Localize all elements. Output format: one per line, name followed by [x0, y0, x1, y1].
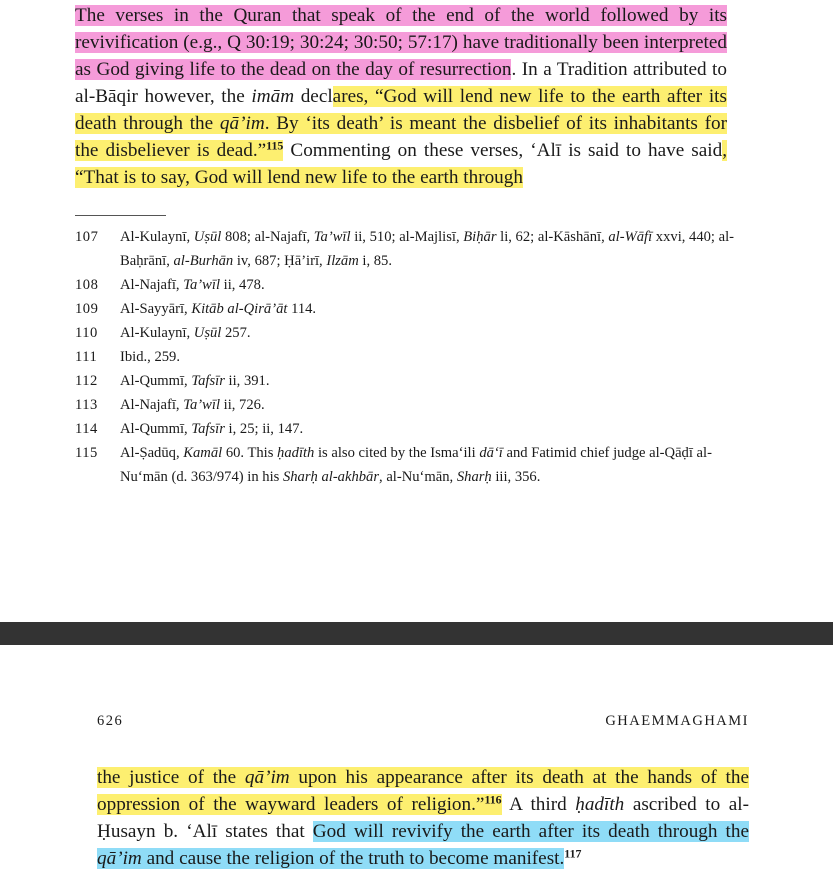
- citation-title: Kamāl: [183, 445, 223, 461]
- footnote-108: [75, 273, 735, 297]
- footnote-text: [120, 393, 735, 417]
- footnote-number: 109: [75, 301, 99, 317]
- citation-title: Uṣūl: [193, 229, 222, 245]
- body-italic: qā’im: [219, 113, 265, 134]
- footnote-text: [120, 297, 735, 321]
- highlight-yellow: , “That is to say, God will lend new life to the earth through: [75, 140, 728, 188]
- citation-title: Ta’wīl: [313, 229, 351, 245]
- footnote-text: [120, 225, 735, 273]
- body-italic: imām: [251, 86, 295, 107]
- body-text: ascribed to al-Ḥusayn b. ‘Alī states that: [97, 794, 749, 842]
- footnote-113: [75, 393, 735, 417]
- citation-title: Sharḥ al-akhbār: [282, 469, 380, 485]
- footnote-number: 111: [75, 349, 98, 365]
- footnote-number: 114: [75, 421, 98, 437]
- body-text: upon his appearance after its death at the hands of the oppression of the wayward leaders of religion.”: [97, 767, 749, 815]
- citation-text: i, 85.: [358, 253, 393, 269]
- citation-text: ii, 478.: [220, 277, 265, 293]
- page-number: 626: [97, 713, 124, 729]
- footnote-111: [75, 345, 735, 369]
- footnote-115: [75, 441, 735, 489]
- body-italic: qā’im: [97, 848, 142, 869]
- body-paragraph-lower: [97, 764, 749, 872]
- footnote-110: [75, 321, 735, 345]
- citation-text: iii, 356.: [491, 469, 541, 485]
- footnotes: [75, 225, 735, 489]
- citation-text: and Fatimid chief judge al-Qāḍī al-Nu‘mān (d. 363/974) in his: [120, 445, 712, 485]
- footnote-112: [75, 369, 735, 393]
- citation-text: 808; al-Najafī,: [221, 229, 314, 245]
- citation-text: Al-Sayyārī,: [120, 301, 192, 317]
- footnote-114: [75, 417, 735, 441]
- citation-title: Ta’wīl: [183, 397, 220, 413]
- citation-text: li, 62; al-Kāshānī,: [496, 229, 609, 245]
- body-text: Commenting on these verses, ‘Alī is said to have said: [283, 140, 723, 161]
- body-text: A third: [501, 794, 576, 815]
- footnote-number: 112: [75, 373, 98, 389]
- body-italic: ḥadīth: [575, 794, 625, 815]
- citation-text: Al-Najafī,: [120, 397, 184, 413]
- citation-title: Uṣūl: [193, 325, 222, 341]
- citation-title: Biḥār: [463, 229, 497, 245]
- citation-text: Al-Qummī,: [120, 373, 192, 389]
- citation-text: xxvi, 440; al-Baḥrānī,: [120, 229, 735, 269]
- body-text: decl: [294, 86, 333, 107]
- body-paragraph-upper: [75, 2, 727, 191]
- footnote-number: 110: [75, 325, 98, 341]
- citation-text: ii, 726.: [220, 397, 265, 413]
- citation-text: 257.: [221, 325, 251, 341]
- footnote-text: [120, 345, 735, 369]
- body-text: and cause the religion of the truth to become manifest.: [141, 848, 565, 869]
- footnote-text: [120, 273, 735, 297]
- footnote-number: 107: [75, 229, 99, 245]
- body-text: ares, “God will lend new life to the earth after its death through the: [75, 86, 727, 134]
- footnote-text: [120, 441, 735, 489]
- footnote-ref-117[interactable]: 117: [564, 846, 582, 861]
- citation-text: 60. This: [222, 445, 278, 461]
- citation-text: iv, 687; Ḥā’irī,: [233, 253, 327, 269]
- citation-text: Al-Najafī,: [120, 277, 184, 293]
- running-head-title: GHAEMMAGHAMI: [605, 713, 749, 729]
- page-separator: [0, 622, 833, 645]
- body-text: . In a Tradition attributed to al-Bāqir however, the: [75, 59, 727, 107]
- citation-text: Al-Ṣadūq,: [120, 445, 184, 461]
- citation-title: al-Wāfī: [608, 229, 653, 245]
- citation-title: al-Burhān: [173, 253, 234, 269]
- footnote-ref-116[interactable]: 116: [484, 792, 502, 807]
- footnote-number: 113: [75, 397, 98, 413]
- citation-title: Tafsīr: [191, 373, 225, 389]
- footnote-text: [120, 369, 735, 393]
- footnote-number: 115: [75, 445, 98, 461]
- citation-text: ii, 391.: [224, 373, 270, 389]
- citation-title: Tafsīr: [191, 421, 225, 437]
- citation-title: Sharḥ: [456, 469, 492, 485]
- citation-title: Ta’wīl: [183, 277, 220, 293]
- body-text: the justice of the: [97, 767, 245, 788]
- citation-text: Al-Kulaynī,: [120, 325, 194, 341]
- footnote-text: [120, 321, 735, 345]
- citation-text: is also cited by the Isma‘ili: [314, 445, 480, 461]
- citation-text: Al-Kulaynī,: [120, 229, 194, 245]
- body-text: . By ‘its death’ is meant the disbelief of its inhabitants for the disbeliever is dead.”: [75, 113, 727, 161]
- footnote-ref-115[interactable]: 115: [266, 138, 284, 153]
- citation-title: Ilzām: [326, 253, 359, 269]
- lower-page: [0, 645, 833, 887]
- citation-text: Al-Qummī,: [120, 421, 192, 437]
- footnote-107: [75, 225, 735, 273]
- running-head: [97, 713, 749, 730]
- citation-text: 114.: [287, 301, 317, 317]
- footnote-109: [75, 297, 735, 321]
- citation-title: Kitāb al-Qirā’āt: [191, 301, 288, 317]
- body-italic: qā’im: [244, 767, 290, 788]
- citation-title: ḥadīth: [277, 445, 315, 461]
- footnote-number: 108: [75, 277, 99, 293]
- highlight-pink: The verses in the Quran that speak of the end of the world followed by its revivification (e.g., Q 30:19; 30:24; 30:50; 57:17) have traditionally been interpreted as God giving life to the dead on the day of resurrection: [75, 5, 727, 80]
- citation-text: Ibid., 259.: [120, 349, 180, 365]
- footnote-text: [120, 417, 735, 441]
- citation-title: dā‘ī: [479, 445, 503, 461]
- footnote-rule: [75, 215, 166, 216]
- citation-text: ii, 510; al-Majlisī,: [350, 229, 464, 245]
- citation-text: , al-Nu‘mān,: [379, 469, 457, 485]
- body-text: God will revivify the earth after its death through the: [312, 821, 750, 842]
- citation-text: i, 25; ii, 147.: [224, 421, 304, 437]
